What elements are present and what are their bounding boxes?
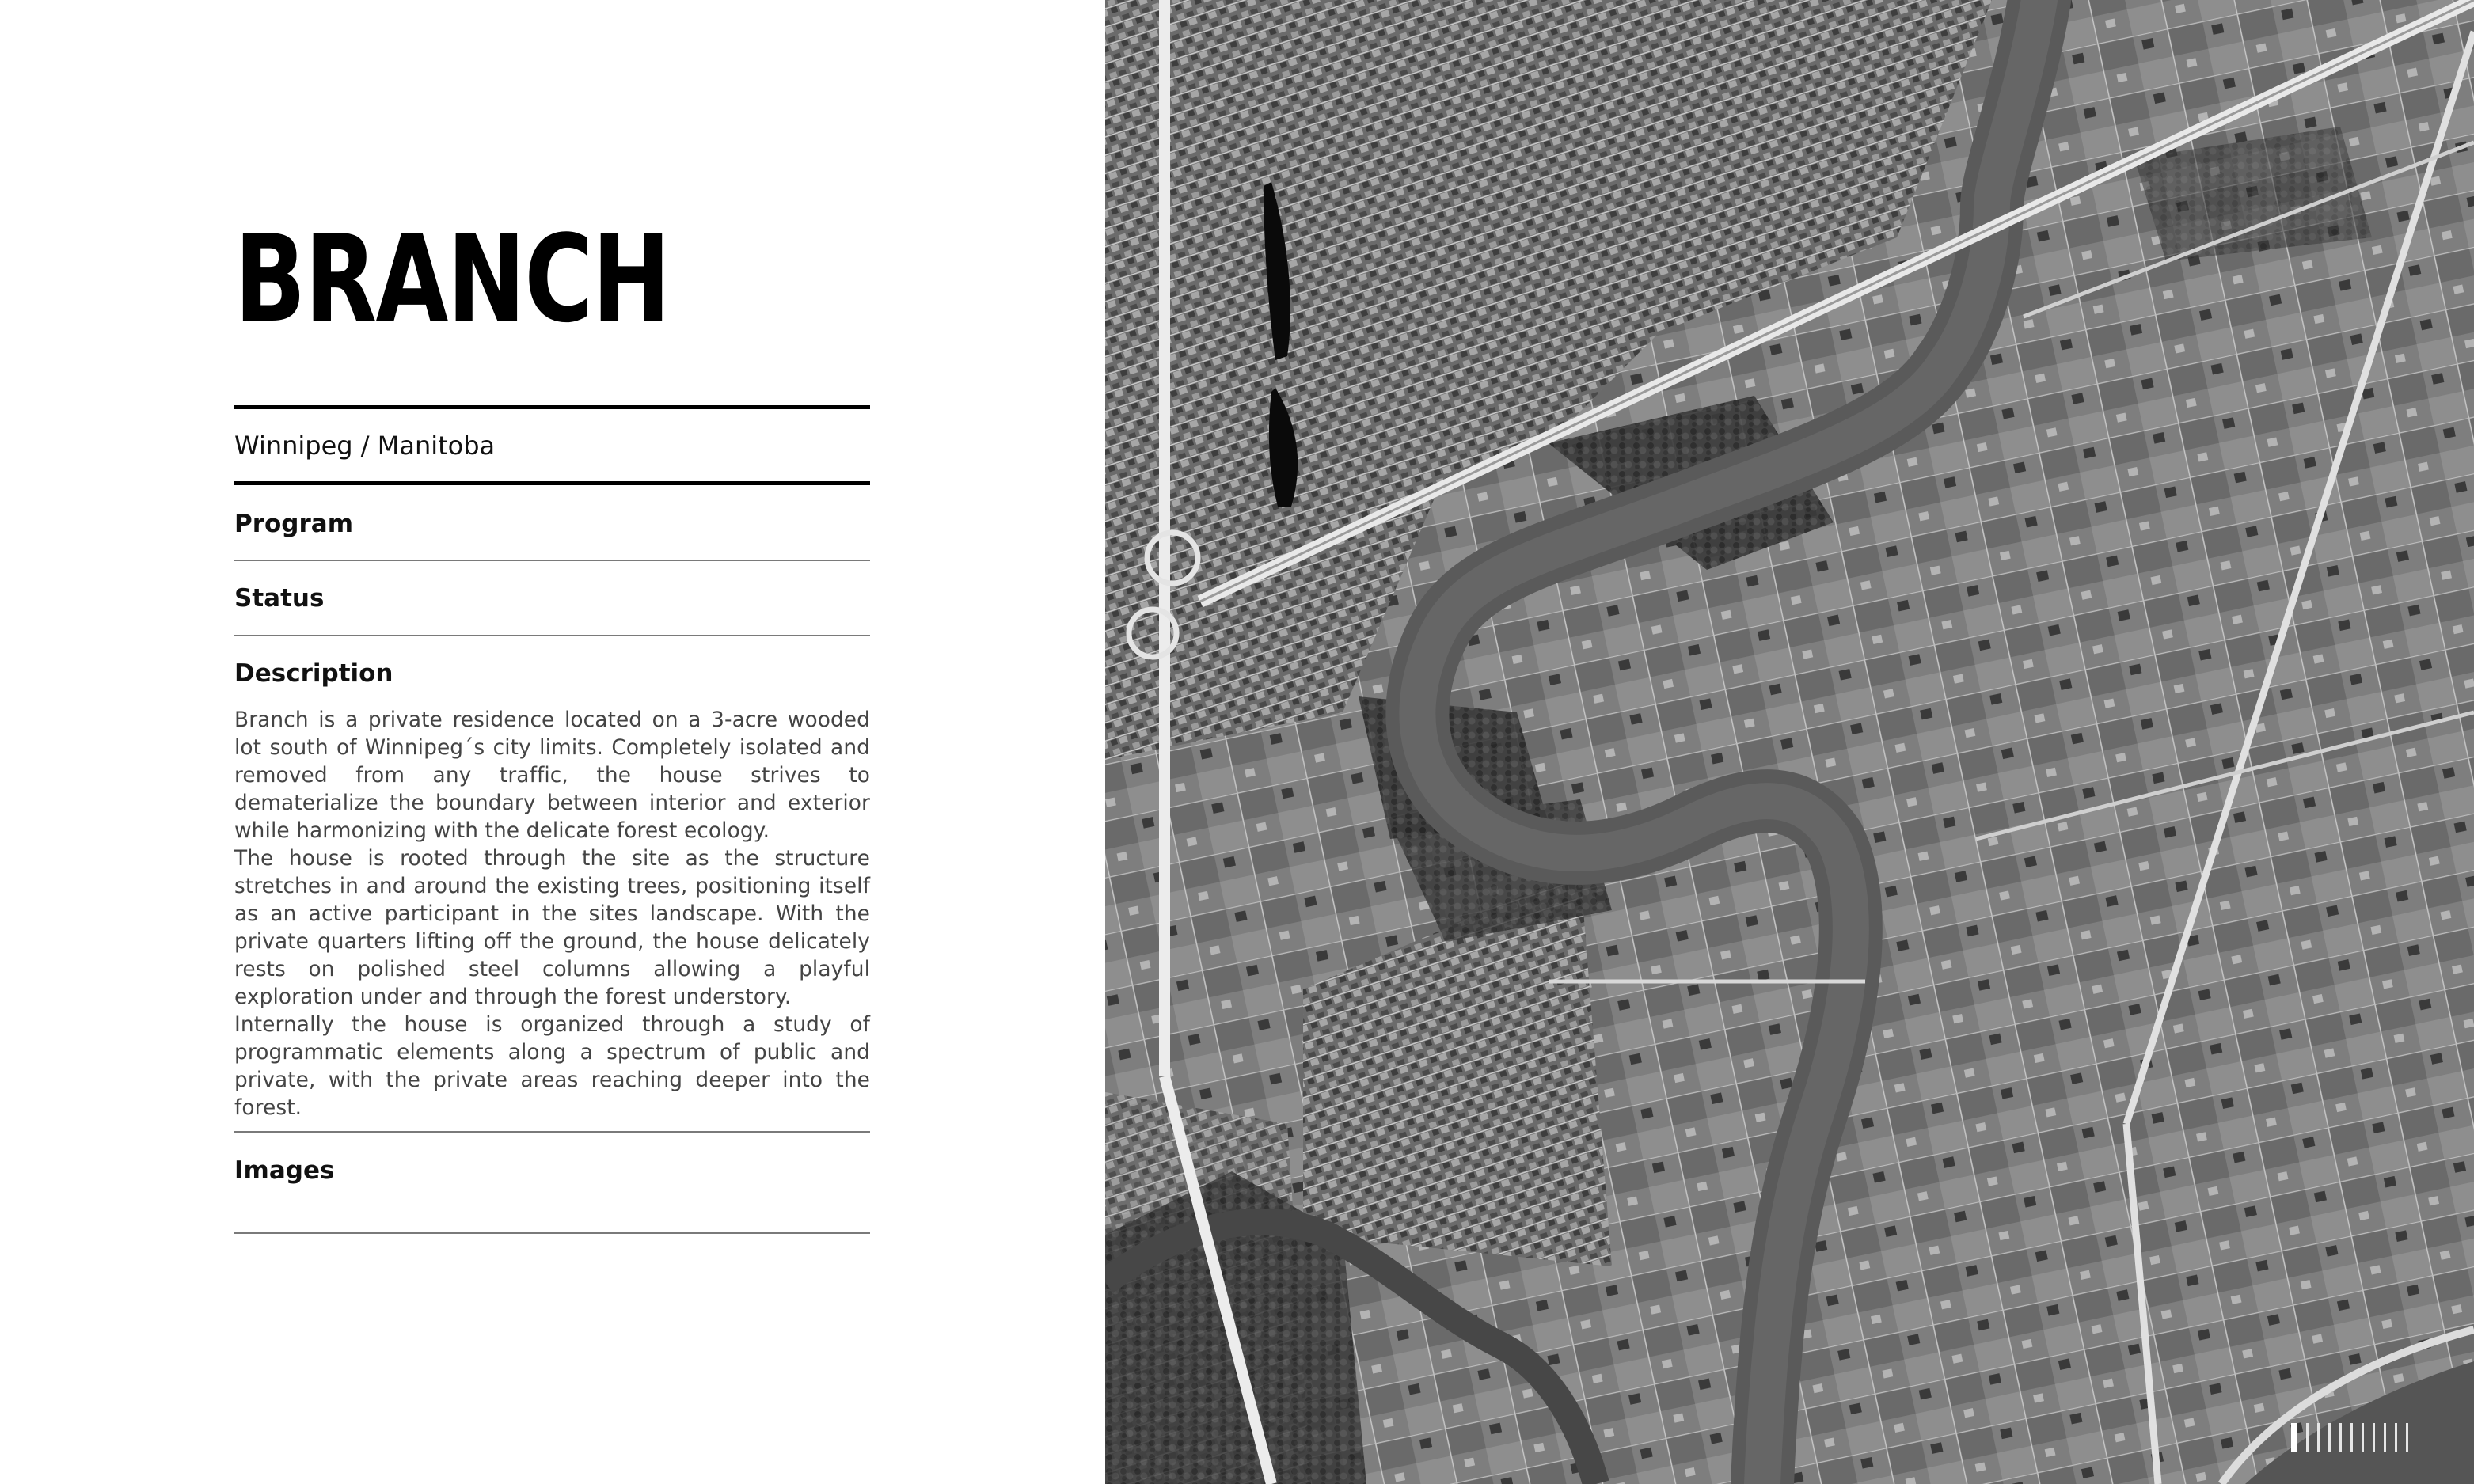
location-divider — [234, 481, 870, 485]
aerial-site-photo — [1105, 0, 2474, 1484]
title-divider — [234, 405, 870, 409]
description-text — [234, 706, 870, 1122]
status-label: Status — [234, 584, 325, 613]
project-title: BRANCH — [234, 209, 670, 349]
description-label: Description — [234, 659, 393, 688]
description-paragraph: Internally the house is organized through a study of programmatic elements along a spectrum of public and private, with the private areas reaching deeper into the forest. — [234, 1012, 870, 1120]
images-top-divider — [234, 1131, 870, 1133]
description-paragraph: Branch is a private residence located on a 3-acre wooded lot south of Winnipeg´s city limits. Completely isolated and removed from any traffic, the house strives to dematerialize the boundary between interior and exterior while harmonizing with the delicate forest ecology. — [234, 708, 870, 843]
program-divider — [234, 560, 870, 561]
project-location: Winnipeg / Manitoba — [234, 431, 496, 461]
status-divider — [234, 635, 870, 636]
page-marker — [2291, 1423, 2408, 1452]
program-label: Program — [234, 510, 354, 538]
description-paragraph: The house is rooted through the site as the structure stretches in and around the existing trees, positioning itself as an active participant in the sites landscape. With the private quarters lifting off the ground, the house delicately rests on polished steel columns allowing a playful exploration under and through the forest understory. — [234, 846, 870, 1009]
images-label: Images — [234, 1156, 335, 1185]
project-info-panel — [0, 0, 1105, 1484]
images-bottom-divider — [234, 1232, 870, 1234]
